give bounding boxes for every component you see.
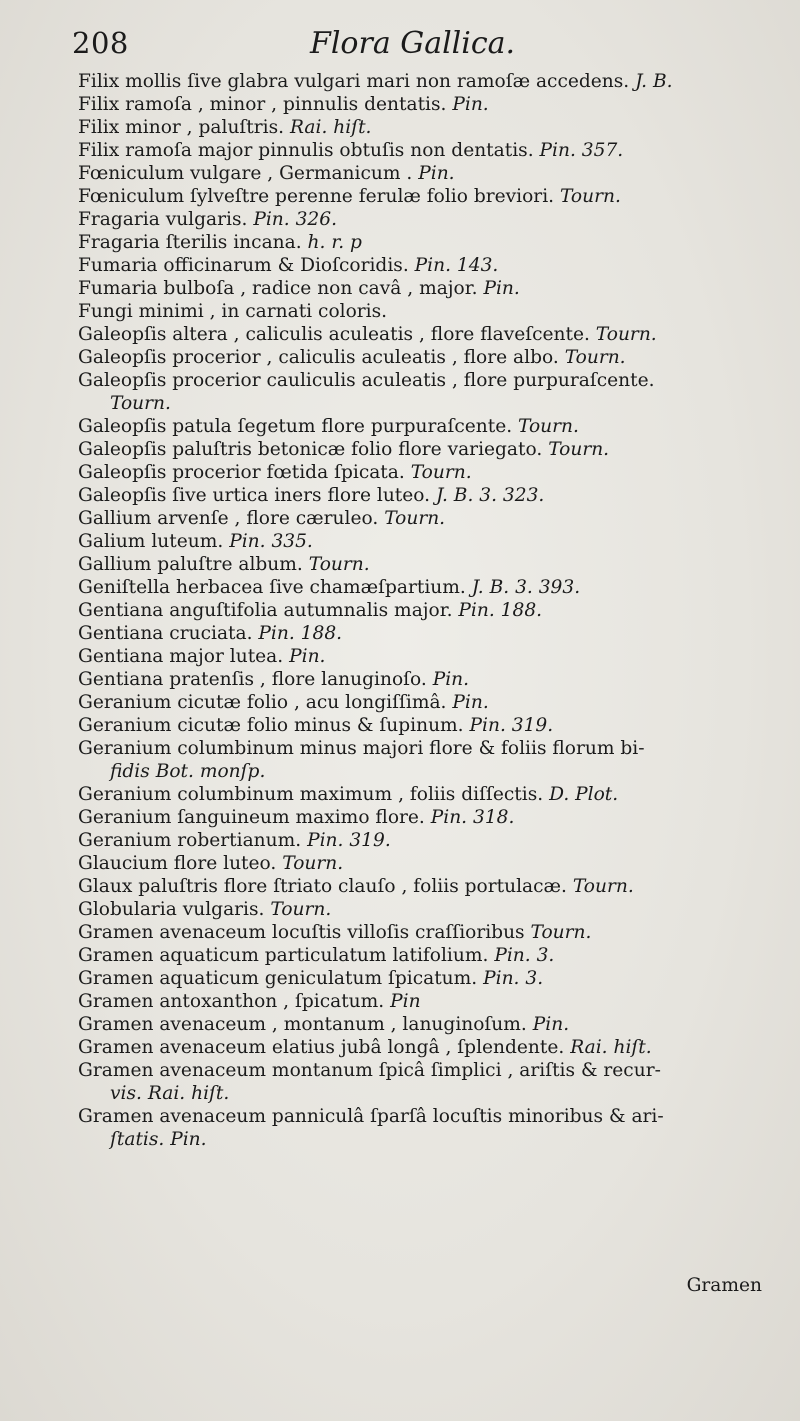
entry-reference: Tourn. <box>270 899 332 920</box>
entry-reference: Pin. 188. <box>458 600 543 621</box>
plant-entry <box>78 852 768 875</box>
entry-reference: J. B. 3. 323. <box>435 485 545 506</box>
entry-reference: Tourn. <box>595 324 657 345</box>
plant-entry <box>78 921 768 944</box>
entry-reference: Rai. hiſt. <box>570 1037 652 1058</box>
entry-text: Galeopſis altera , caliculis aculeatis , flore flaveſcente. <box>78 324 590 345</box>
entry-text: Gallium arvenſe , flore cæruleo. <box>78 508 379 529</box>
plant-entry <box>78 1036 768 1059</box>
entry-text: Fungi minimi , in carnati coloris. <box>78 301 388 322</box>
entry-text: Galeopſis patula ſegetum flore purpuraſcente. <box>78 416 513 437</box>
plant-entry <box>78 231 768 254</box>
entry-text: Geranium robertianum. <box>78 830 302 851</box>
entry-text: Geranium columbinum maximum , foliis diſſectis. <box>78 784 544 805</box>
plant-entry <box>78 553 768 576</box>
entry-text: Fumaria bulboſa , radice non cavâ , major. <box>78 278 478 299</box>
entry-reference: Tourn. <box>572 876 634 897</box>
plant-entry <box>78 254 768 277</box>
entry-text: Gentiana cruciata. <box>78 623 253 644</box>
plant-entry <box>78 208 768 231</box>
entry-text: Geranium cicutæ folio , acu longiſſimâ. <box>78 692 447 713</box>
plant-entry <box>78 875 768 898</box>
plant-entry <box>78 185 768 208</box>
entry-text: Gentiana anguſtifolia autumnalis major. <box>78 600 453 621</box>
plant-entry <box>78 484 768 507</box>
plant-entry <box>78 369 768 415</box>
entry-text: Galeopſis ſive urtica iners flore luteo. <box>78 485 431 506</box>
plant-entry <box>78 461 768 484</box>
entry-continuation: Tourn. <box>110 393 171 414</box>
plant-entry <box>78 645 768 668</box>
entry-reference: Pin. <box>483 278 520 299</box>
plant-entry <box>78 162 768 185</box>
entry-reference: Pin. 3. <box>483 968 544 989</box>
entry-reference: Pin. 319. <box>307 830 391 851</box>
entry-text: Galium luteum. <box>78 531 224 552</box>
entry-text: Geranium ſanguineum maximo flore. <box>78 807 425 828</box>
plant-list <box>0 70 800 1151</box>
plant-entry <box>78 691 768 714</box>
entry-reference: Tourn. <box>282 853 344 874</box>
plant-entry <box>78 967 768 990</box>
entry-text: Filix ramoſa major pinnulis obtuſis non dentatis. <box>78 140 534 161</box>
entry-text: Fragaria ſterilis incana. <box>78 232 302 253</box>
entry-reference: Pin. 319. <box>469 715 554 736</box>
plant-entry <box>78 599 768 622</box>
entry-text: Filix minor , paluſtris. <box>78 117 285 138</box>
plant-entry <box>78 93 768 116</box>
entry-reference: Pin. <box>432 669 470 690</box>
entry-text: Gramen antoxanthon , ſpicatum. <box>78 991 385 1012</box>
plant-entry <box>78 1013 768 1036</box>
entry-text: Galeopſis procerior fœtida ſpicata. <box>78 462 405 483</box>
entry-text: Gramen avenaceum montanum ſpicâ ſimplici , ariſtis & recur- <box>78 1060 661 1081</box>
entry-reference: Pin. 326. <box>253 209 337 230</box>
entry-text: Filix ramoſa , minor , pinnulis dentatis. <box>78 94 447 115</box>
entry-text: Gramen avenaceum elatius jubâ longâ , ſplendente. <box>78 1037 565 1058</box>
entry-reference: Pin. 318. <box>430 807 515 828</box>
entry-reference: Pin. 357. <box>539 140 624 161</box>
entry-text: Filix mollis ſive glabra vulgari mari non ramoſæ accedens. <box>78 71 630 92</box>
entry-text: Geranium columbinum minus majori flore & foliis florum bi- <box>78 738 645 759</box>
plant-entry <box>78 507 768 530</box>
plant-entry <box>78 783 768 806</box>
entry-text: Gramen avenaceum panniculâ ſparſâ locuſtis minoribus & ari- <box>78 1106 664 1127</box>
plant-entry <box>78 1059 768 1105</box>
entry-reference: J. B. 3. 393. <box>471 577 581 598</box>
plant-entry <box>78 737 768 783</box>
entry-text: Geniſtella herbacea ſive chamæſpartium. <box>78 577 466 598</box>
entry-reference: Tourn. <box>564 347 626 368</box>
plant-entry <box>78 530 768 553</box>
plant-entry <box>78 1105 768 1151</box>
entry-reference: Pin. 335. <box>229 531 313 552</box>
entry-reference: Tourn. <box>308 554 370 575</box>
entry-reference: Tourn. <box>518 416 579 437</box>
entry-reference: Tourn. <box>410 462 472 483</box>
entry-text: Gentiana pratenſis , flore lanuginoſo. <box>78 669 427 690</box>
plant-entry <box>78 139 768 162</box>
entry-continuation: fidis Bot. monſp. <box>110 761 266 782</box>
plant-entry <box>78 898 768 921</box>
entry-reference: Tourn. <box>548 439 610 460</box>
plant-entry <box>78 944 768 967</box>
entry-reference: Tourn. <box>530 922 592 943</box>
entry-reference: Tourn. <box>384 508 446 529</box>
page-number: 208 <box>72 26 129 60</box>
plant-entry <box>78 116 768 139</box>
entry-text: Gramen aquaticum geniculatum ſpicatum. <box>78 968 478 989</box>
entry-text: Gramen avenaceum locuſtis villoſis craſſioribus <box>78 922 525 943</box>
plant-entry <box>78 806 768 829</box>
plant-entry <box>78 829 768 852</box>
catchword: Gramen <box>686 1275 762 1296</box>
plant-entry <box>78 323 768 346</box>
running-title: Flora Gallica. <box>310 26 516 61</box>
entry-reference: J. B. <box>635 71 673 92</box>
entry-reference: Pin. 3. <box>494 945 555 966</box>
entry-text: Gallium paluſtre album. <box>78 554 303 575</box>
entry-reference: h. r. p <box>307 232 362 253</box>
plant-entry <box>78 415 768 438</box>
plant-entry <box>78 346 768 369</box>
entry-continuation: ſtatis. Pin. <box>110 1129 207 1150</box>
entry-reference: Rai. hiſt. <box>289 117 372 138</box>
plant-entry <box>78 300 768 323</box>
entry-reference: Pin. 188. <box>258 623 343 644</box>
entry-text: Fœniculum vulgare , Germanicum . <box>78 163 413 184</box>
plant-entry <box>78 277 768 300</box>
entry-reference: Pin. <box>452 94 489 115</box>
entry-text: Galeopſis paluſtris betonicæ folio flore variegato. <box>78 439 543 460</box>
entry-text: Gramen aquaticum particulatum latifolium. <box>78 945 489 966</box>
entry-text: Galeopſis procerior cauliculis aculeatis , flore purpuraſcente. <box>78 370 655 391</box>
entry-reference: Pin. <box>418 163 455 184</box>
entry-text: Fumaria officinarum & Dioſcoridis. <box>78 255 409 276</box>
entry-text: Globularia vulgaris. <box>78 899 265 920</box>
plant-entry <box>78 668 768 691</box>
entry-reference: Pin <box>390 991 421 1012</box>
plant-entry <box>78 576 768 599</box>
entry-reference: Pin. 143. <box>414 255 499 276</box>
entry-reference: Pin. <box>452 692 489 713</box>
entry-reference: Tourn. <box>559 186 621 207</box>
entry-text: Geranium cicutæ folio minus & ſupinum. <box>78 715 464 736</box>
entry-reference: D. Plot. <box>549 784 619 805</box>
entry-text: Glaux paluſtris flore ſtriato clauſo , foliis portulacæ. <box>78 876 567 897</box>
entry-text: Fragaria vulgaris. <box>78 209 248 230</box>
plant-entry <box>78 622 768 645</box>
entry-continuation: vis. Rai. hiſt. <box>110 1083 230 1104</box>
plant-entry <box>78 990 768 1013</box>
plant-entry <box>78 714 768 737</box>
plant-entry <box>78 70 768 93</box>
entry-reference: Pin. <box>289 646 326 667</box>
entry-text: Glaucium flore luteo. <box>78 853 277 874</box>
page-header <box>72 26 772 70</box>
entry-text: Gramen avenaceum , montanum , lanuginoſum. <box>78 1014 527 1035</box>
entry-text: Gentiana major lutea. <box>78 646 284 667</box>
plant-entry <box>78 438 768 461</box>
entry-reference: Pin. <box>532 1014 570 1035</box>
entry-text: Fœniculum ſylveſtre perenne ferulæ folio breviori. <box>78 186 555 207</box>
entry-text: Galeopſis procerior , caliculis aculeatis , flore albo. <box>78 347 559 368</box>
